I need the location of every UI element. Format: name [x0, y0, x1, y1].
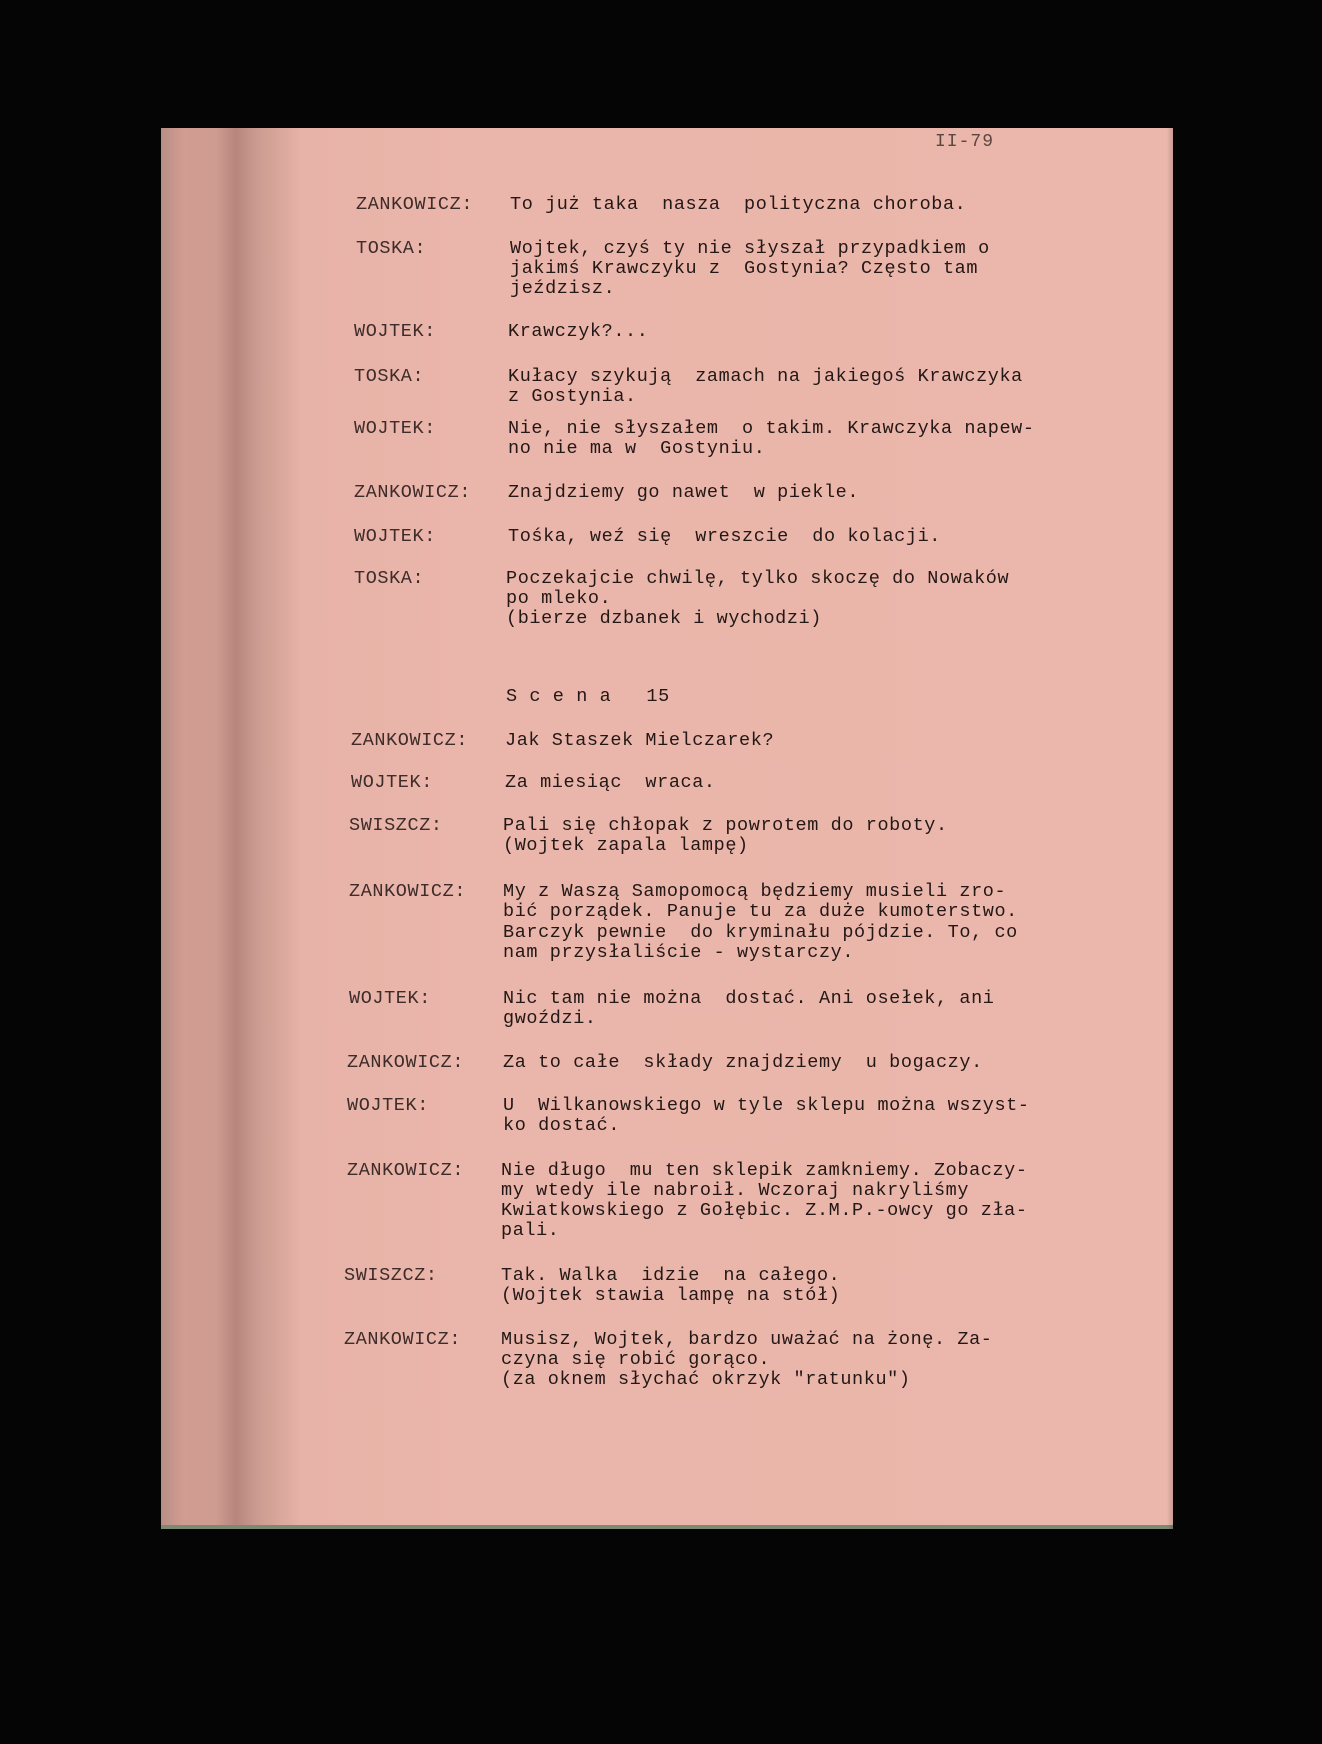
dialogue-line: Tośka, weź się wreszcie do kolacji. — [508, 526, 941, 547]
dialogue-line: Kułacy szykują zamach na jakiegoś Krawczyka — [508, 366, 1023, 387]
stage-direction: (za oknem słychać okrzyk "ratunku") — [501, 1369, 911, 1390]
scene-heading: S c e n a 15 — [506, 686, 670, 707]
stage-direction: (Wojtek stawia lampę na stół) — [501, 1285, 841, 1306]
speaker-name: ZANKOWICZ: — [356, 194, 474, 215]
dialogue-line: z Gostynia. — [508, 386, 637, 407]
dialogue-line: Jak Staszek Mielczarek? — [505, 730, 775, 751]
speaker-name: ZANKOWICZ: — [349, 881, 467, 902]
dialogue-line: Poczekajcie chwilę, tylko skoczę do Nowaków — [506, 568, 1010, 589]
speaker-name: SWISZCZ: — [349, 815, 443, 836]
dialogue-line: Pali się chłopak z powrotem do roboty. — [503, 815, 948, 836]
dialogue-line: Krawczyk?... — [508, 321, 649, 342]
dialogue-line: Tak. Walka idzie na całego. — [501, 1265, 841, 1286]
dialogue-line: Za to całe składy znajdziemy u bogaczy. — [503, 1052, 983, 1073]
dialogue-line: Znajdziemy go nawet w piekle. — [508, 482, 860, 503]
speaker-name: TOSKA: — [356, 238, 427, 259]
dialogue-line: My z Waszą Samopomocą będziemy musieli zro- — [503, 881, 1007, 902]
dialogue-line: Nie długo mu ten sklepik zamkniemy. Zobaczy- — [501, 1160, 1028, 1181]
dialogue-line: Nie, nie słyszałem o takim. Krawczyka napew- — [508, 418, 1035, 439]
dialogue-line: gwoździ. — [503, 1008, 597, 1029]
speaker-name: ZANKOWICZ: — [351, 730, 469, 751]
stage-direction: (Wojtek zapala lampę) — [503, 835, 749, 856]
dialogue-line: ko dostać. — [503, 1115, 621, 1136]
typescript-page — [161, 128, 1173, 1529]
speaker-name: WOJTEK: — [347, 1095, 429, 1116]
speaker-name: WOJTEK: — [349, 988, 431, 1009]
dialogue-line: Nic tam nie można dostać. Ani osełek, ani — [503, 988, 995, 1009]
dialogue-line: To już taka nasza polityczna choroba. — [510, 194, 967, 215]
dialogue-line: Wojtek, czyś ty nie słyszał przypadkiem o — [510, 238, 990, 259]
speaker-name: ZANKOWICZ: — [344, 1329, 462, 1350]
dialogue-line: Kwiatkowskiego z Gołębic. Z.M.P.-owcy go zła- — [501, 1200, 1028, 1221]
dialogue-line: pali. — [501, 1220, 560, 1241]
speaker-name: TOSKA: — [354, 366, 425, 387]
dialogue-line: Musisz, Wojtek, bardzo uważać na żonę. Za- — [501, 1329, 993, 1350]
speaker-name: WOJTEK: — [354, 418, 436, 439]
dialogue-line: nam przysłaliście - wystarczy. — [503, 942, 855, 963]
speaker-name: ZANKOWICZ: — [354, 482, 472, 503]
speaker-name: TOSKA: — [354, 568, 425, 589]
speaker-name: WOJTEK: — [354, 321, 436, 342]
dialogue-line: czyna się robić gorąco. — [501, 1349, 771, 1370]
dialogue-line: bić porządek. Panuje tu za duże kumoterstwo. — [503, 901, 1018, 922]
dialogue-line: my wtedy ile nabroił. Wczoraj nakryliśmy — [501, 1180, 970, 1201]
speaker-name: WOJTEK: — [351, 772, 433, 793]
speaker-name: WOJTEK: — [354, 526, 436, 547]
dialogue-line: Barczyk pewnie do kryminału pójdzie. To, co — [503, 922, 1018, 943]
dialogue-line: Za miesiąc wraca. — [505, 772, 716, 793]
dialogue-line: U Wilkanowskiego w tyle sklepu można wszyst- — [503, 1095, 1030, 1116]
speaker-name: SWISZCZ: — [344, 1265, 438, 1286]
speaker-name: ZANKOWICZ: — [347, 1160, 465, 1181]
dialogue-line: po mleko. — [506, 588, 612, 609]
dialogue-line: no nie ma w Gostyniu. — [508, 438, 766, 459]
speaker-name: ZANKOWICZ: — [347, 1052, 465, 1073]
page-number: II-79 — [935, 132, 995, 152]
dialogue-line: jakimś Krawczyku z Gostynia? Często tam — [510, 258, 979, 279]
stage-direction: (bierze dzbanek i wychodzi) — [506, 608, 822, 629]
dialogue-line: jeździsz. — [510, 278, 616, 299]
